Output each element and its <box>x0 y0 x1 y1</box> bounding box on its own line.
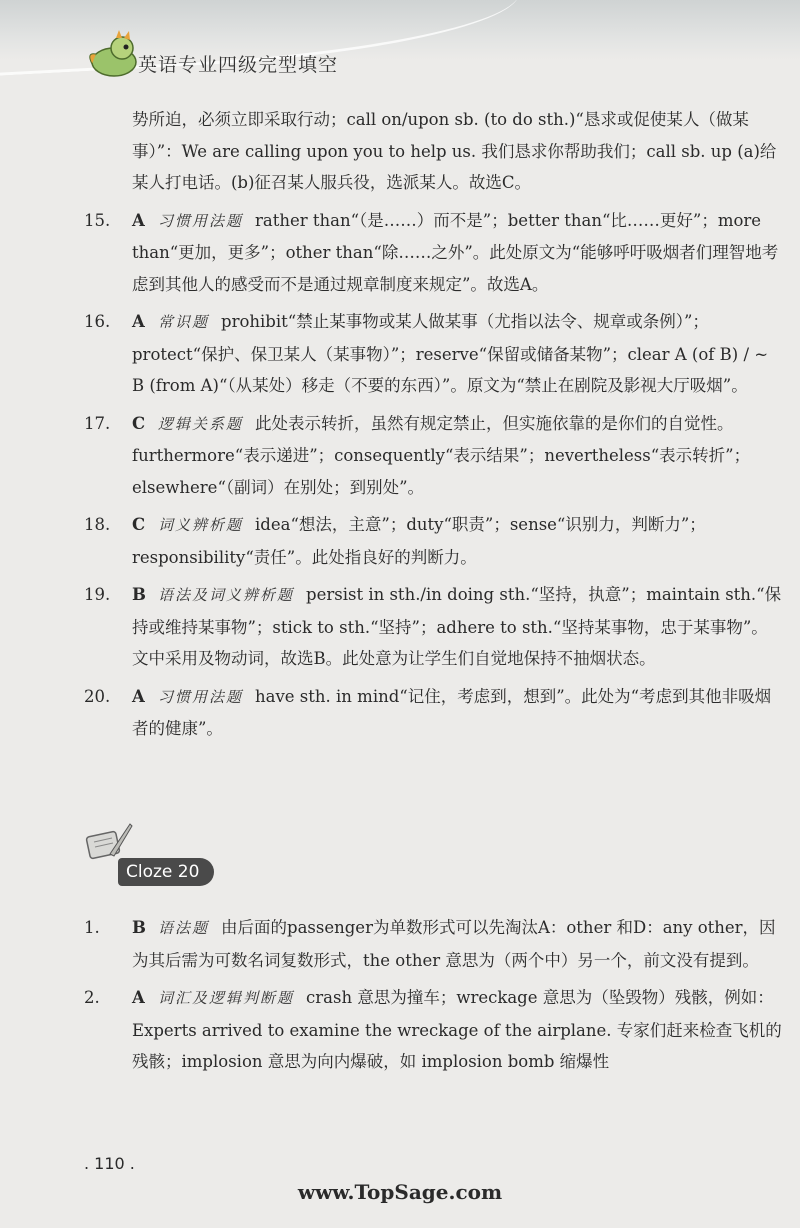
answer-text: idea“想法，主意”；duty“职责”；sense“识别力，判断力”；responsibility“责任”。此处指良好的判断力。 <box>132 515 706 567</box>
answer-paragraph <box>84 104 784 199</box>
question-type: 常识题 <box>158 313 210 331</box>
section-title: Cloze 20 <box>118 858 214 886</box>
answer-text: 由后面的passenger为单数形式可以先淘汰A：other 和D：any other，因为其后需为可数名词复数形式，the other 意思为（两个中）另一个，前文没有提到。 <box>132 918 776 970</box>
answer-item <box>84 509 784 573</box>
answer-list-cloze-20 <box>84 912 784 1078</box>
answer-letter: A <box>132 988 145 1007</box>
answer-text: 此处表示转折，虽然有规定禁止，但实施依靠的是你们的自觉性。furthermore“表示递进”；consequently“表示结果”；nevertheless“表示转折”；elsewhere“（副词）在别处；到别处”。 <box>132 413 751 497</box>
footer-url: www.TopSage.com <box>297 1180 503 1204</box>
item-number: 19. <box>84 585 111 604</box>
page-header <box>0 0 800 100</box>
answer-text: have sth. in mind“记住，考虑到，想到”。此处为“考虑到其他非吸烟者的健康”。 <box>132 686 772 738</box>
dragon-mascot-icon <box>86 30 142 82</box>
answer-text: 势所迫，必须立即采取行动；call on/upon sb. (to do sth.)“恳求或促使某人（做某事）”：We are calling upon you to help us. 我们恳求你帮助我们；call sb. up (a)给某人打电话。(b)征召某人服兵役，选派某人。故选C。 <box>132 110 777 192</box>
question-type: 语法题 <box>158 919 210 937</box>
answer-text: persist in sth./in doing sth.“坚持，执意”；maintain sth.“保持或维持某事物”；stick to sth.“坚持”；adhere to sth.“坚持某事物，忠于某事物”。文中采用及物动词，故选B。此处意为让学生们自觉地保持不抽烟状态。 <box>132 585 782 668</box>
answer-letter: C <box>132 413 146 433</box>
answer-letter: A <box>132 686 145 706</box>
item-number: 18. <box>84 515 111 534</box>
item-number: 17. <box>84 413 111 433</box>
question-type: 词汇及逻辑判断题 <box>158 989 295 1007</box>
answer-list-cloze-19 <box>84 104 784 745</box>
answer-item <box>84 681 784 745</box>
answer-item <box>84 408 784 504</box>
answer-letter: A <box>132 210 145 230</box>
answer-item <box>84 982 784 1078</box>
question-type: 习惯用法题 <box>158 687 244 706</box>
question-type: 逻辑关系题 <box>158 414 244 433</box>
item-number: 1. <box>84 918 100 937</box>
page-number: . 110 . <box>84 1154 135 1173</box>
answer-item <box>84 205 784 301</box>
item-number: 2. <box>84 988 100 1007</box>
question-type: 习惯用法题 <box>158 211 244 230</box>
item-number: 20. <box>84 686 111 706</box>
answer-text: rather than“（是……）而不是”；better than“比……更好”；more than“更加，更多”；other than“除……之外”。此处原文为“能够呼吁吸烟者们理智地考虑到其他人的感受而不是通过规章制度来规定”。故选A。 <box>132 210 779 294</box>
answer-item <box>84 912 784 976</box>
answer-letter: B <box>132 918 146 937</box>
section-heading <box>84 820 244 890</box>
item-number: 16. <box>84 312 111 331</box>
answer-text: prohibit“禁止某事物或某人做某事（尤指以法令、规章或条例）”；protect“保护、保卫某人（某事物）”；reserve“保留或储备某物”；clear A (of B) / ~ B (from A)“（从某处）移走（不要的东西）”。原文为“禁止在剧院及影视大厅吸烟”。 <box>132 312 769 395</box>
question-type: 词义辨析题 <box>158 516 244 534</box>
answer-letter: B <box>132 585 146 604</box>
question-type: 语法及词义辨析题 <box>158 586 295 604</box>
answer-item <box>84 579 784 675</box>
answer-letter: C <box>132 515 146 534</box>
answer-item <box>84 306 784 402</box>
item-number: 15. <box>84 210 111 230</box>
book-title: 英语专业四级完型填空 <box>138 54 339 76</box>
answer-text: crash 意思为撞车；wreckage 意思为（坠毁物）残骸，例如：Experts arrived to examine the wreckage of the airplane. 专家们赶来检查飞机的残骸；implosion 意思为向内爆破，如 implosion bomb 缩爆性 <box>132 988 782 1071</box>
answer-letter: A <box>132 312 145 331</box>
